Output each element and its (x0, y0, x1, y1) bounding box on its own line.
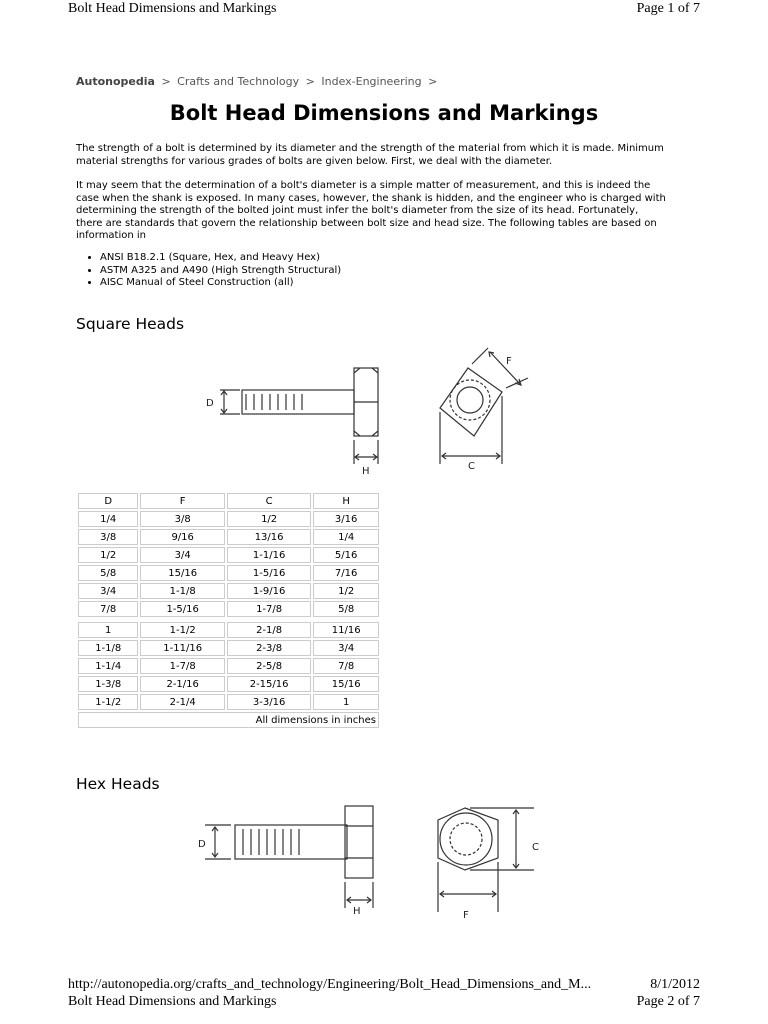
table-cell: 15/16 (140, 565, 224, 581)
table-cell: 2-1/16 (140, 676, 224, 692)
table-cell: 11/16 (313, 622, 379, 638)
intro-paragraph-1: The strength of a bolt is determined by its diameter and the strength of the material from which it is made. Minimum material strengths for various grades of bolts are given below. First, we deal with the diameter. (76, 143, 664, 167)
square-side-d-label: D (206, 398, 214, 409)
table-row (78, 529, 379, 545)
table-cell: 5/8 (313, 601, 379, 617)
table-cell: 1-3/8 (78, 676, 138, 692)
page-title: Bolt Head Dimensions and Markings (169, 101, 599, 125)
table-cell: 7/8 (313, 658, 379, 674)
table-cell: 15/16 (313, 676, 379, 692)
table-cell: 9/16 (140, 529, 224, 545)
print-footer-url-row (68, 977, 700, 993)
table-cell: 1-1/4 (78, 658, 138, 674)
breadcrumb-home-link[interactable]: Autonopedia (76, 75, 155, 88)
print-header-page: Page 1 of 7 (636, 1, 700, 16)
table-cell: 3/4 (313, 640, 379, 656)
table-row (78, 583, 379, 599)
intro-paragraph-2: It may seem that the determination of a bolt's diameter is a simple matter of measurement, and this is indeed the case when the shank is exposed. In many cases, however, the shank is hidden, and the engineer who is charged with determining the strength of the bolted joint must infer the bolt's diameter from the size of its head. Fortunately, there are standards that govern the relationship between bolt size and head size. The following tables are based on information in (76, 180, 666, 241)
table-cell: 1/4 (313, 529, 379, 545)
square-head-side-diagram (200, 360, 390, 480)
table-cell: 2-5/8 (227, 658, 311, 674)
square-heads-heading: Square Heads (76, 315, 185, 333)
table-cell: 1-1/8 (140, 583, 224, 599)
table-cell: 1-5/16 (140, 601, 224, 617)
table-cell: 3/4 (78, 583, 138, 599)
table-cell: 2-3/8 (227, 640, 311, 656)
table-cell: 1/2 (313, 583, 379, 599)
hex-head-end-diagram (428, 800, 558, 925)
table-cell: 7/8 (78, 601, 138, 617)
table-cell: 3/4 (140, 547, 224, 563)
table-cell: 1-9/16 (227, 583, 311, 599)
hex-head-side-diagram (195, 800, 395, 920)
print-footer-title-row (68, 994, 700, 1010)
table-cell: 1-1/2 (140, 622, 224, 638)
breadcrumb-separator: > (161, 75, 171, 88)
table-row (78, 640, 379, 656)
table-cell: 3-3/16 (227, 694, 311, 710)
table-row (78, 622, 379, 638)
hex-end-f-label: F (463, 910, 469, 921)
table-cell: 3/8 (140, 511, 224, 527)
table-cell: 7/16 (313, 565, 379, 581)
table-footer-row (78, 712, 379, 728)
table-cell: 1-1/16 (227, 547, 311, 563)
hex-heads-heading: Hex Heads (76, 775, 160, 793)
breadcrumb-crafts-link[interactable]: Crafts and Technology (177, 75, 300, 88)
table-row (78, 565, 379, 581)
square-heads-table (76, 491, 381, 730)
table-cell: 13/16 (227, 529, 311, 545)
table-cell: 1/4 (78, 511, 138, 527)
table-cell: 1/2 (227, 511, 311, 527)
square-end-c-label: C (468, 461, 475, 472)
breadcrumb (76, 75, 440, 88)
table-row (78, 547, 379, 563)
table-header-cell: C (227, 493, 311, 509)
print-header-title: Bolt Head Dimensions and Markings (68, 1, 277, 16)
reference-item: • AISC Manual of Steel Construction (all) (100, 277, 341, 290)
square-side-h-label: H (362, 466, 370, 477)
breadcrumb-separator: > (305, 75, 315, 88)
table-cell: 1-7/8 (140, 658, 224, 674)
table-header-cell: D (78, 493, 138, 509)
reference-list (76, 252, 341, 290)
table-cell: 1-1/8 (78, 640, 138, 656)
table-units-note: All dimensions in inches (78, 712, 379, 728)
print-footer-date: 8/1/2012 (650, 977, 700, 992)
table-cell: 1-11/16 (140, 640, 224, 656)
table-row (78, 601, 379, 617)
hex-end-c-label: C (532, 842, 539, 853)
table-row (78, 676, 379, 692)
square-head-end-diagram (430, 342, 540, 472)
table-cell: 1-5/16 (227, 565, 311, 581)
table-cell: 1-7/8 (227, 601, 311, 617)
table-header-row (78, 493, 379, 509)
table-group-separator (78, 619, 379, 620)
table-row (78, 658, 379, 674)
print-footer-url: http://autonopedia.org/crafts_and_technology/Engineering/Bolt_Head_Dimensions_and_M... (68, 977, 592, 992)
table-cell: 5/16 (313, 547, 379, 563)
reference-item: • ASTM A325 and A490 (High Strength Structural) (100, 265, 341, 278)
table-row (78, 511, 379, 527)
table-cell: 1 (313, 694, 379, 710)
table-row (78, 694, 379, 710)
table-cell: 3/16 (313, 511, 379, 527)
print-footer-page: Page 2 of 7 (636, 994, 700, 1009)
table-cell: 3/8 (78, 529, 138, 545)
table-cell: 2-1/8 (227, 622, 311, 638)
hex-side-h-label: H (353, 906, 361, 917)
reference-item: • ANSI B18.2.1 (Square, Hex, and Heavy Hex) (100, 252, 341, 265)
table-header-cell: H (313, 493, 379, 509)
table-cell: 5/8 (78, 565, 138, 581)
table-cell: 2-15/16 (227, 676, 311, 692)
breadcrumb-separator: > (428, 75, 438, 88)
table-cell: 2-1/4 (140, 694, 224, 710)
print-footer-title: Bolt Head Dimensions and Markings (68, 994, 277, 1009)
hex-side-d-label: D (198, 839, 206, 850)
table-header-cell: F (140, 493, 224, 509)
print-header (68, 1, 700, 17)
table-cell: 1 (78, 622, 138, 638)
table-cell: 1-1/2 (78, 694, 138, 710)
table-cell: 1/2 (78, 547, 138, 563)
breadcrumb-engineering-link[interactable]: Index-Engineering (321, 75, 422, 88)
square-end-f-label: F (506, 356, 512, 367)
